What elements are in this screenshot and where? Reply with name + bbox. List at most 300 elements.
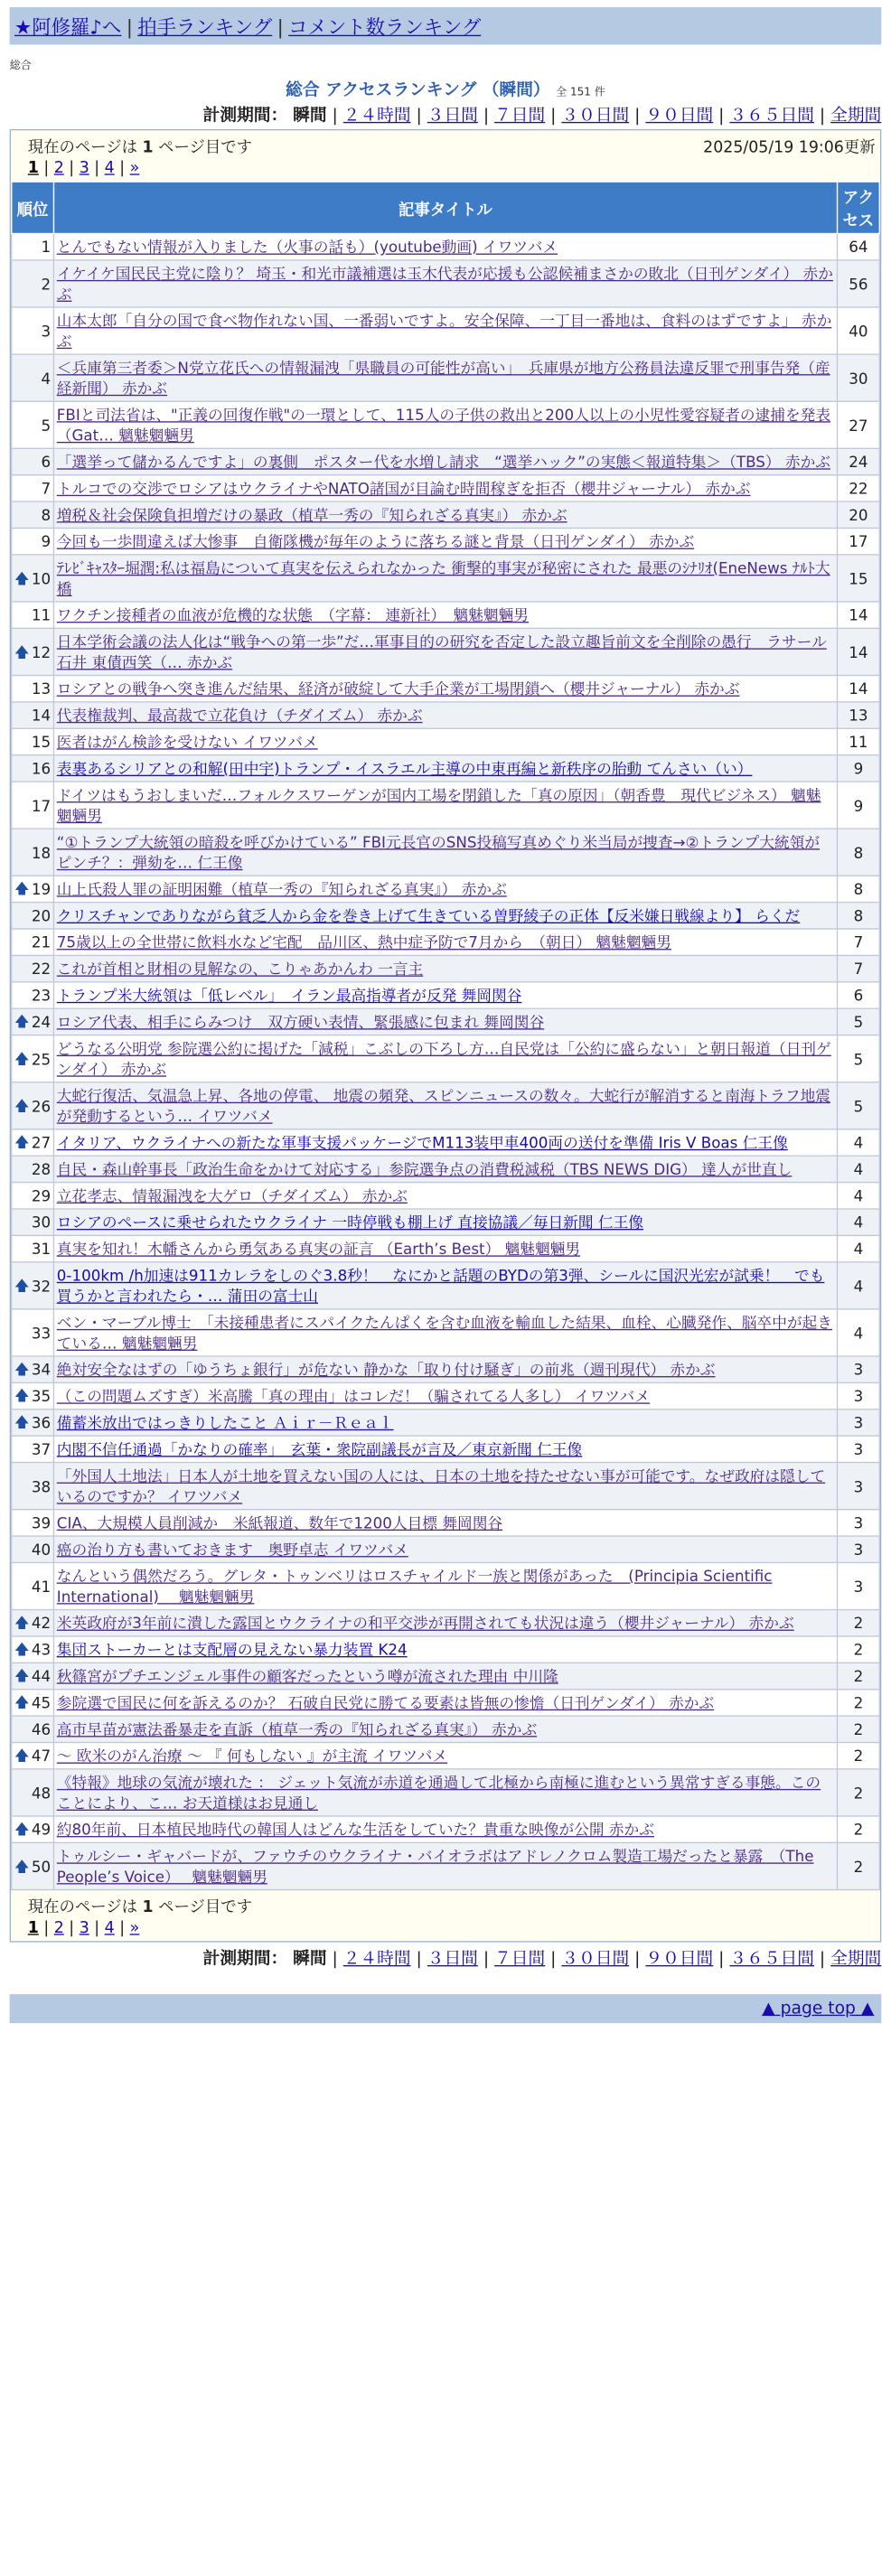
article-title-link[interactable]: 集団ストーカーとは支配層の見えない暴力装置 K24 (56, 1640, 408, 1659)
separator: | (63, 159, 80, 178)
article-title-link[interactable]: トルコでの交渉でロシアはウクライナやNATO諸国が目論む時間稼ぎを拒否（櫻井ジャーナル） 赤かぶ (56, 479, 751, 498)
title-cell (53, 1356, 837, 1382)
rank-cell (12, 955, 54, 981)
period-selector-bottom (0, 1946, 881, 1971)
access-count: 14 (838, 628, 880, 675)
article-title-link[interactable]: 米英政府が3年前に潰した露国とウクライナの和平交渉が再開されても状況は違う（櫻井ジャーナル） 赤かぶ (56, 1614, 794, 1633)
table-row (12, 1769, 880, 1816)
rank-up-arrow-icon: 🡅 (14, 1820, 30, 1838)
title-cell (53, 675, 837, 701)
title-cell (53, 1610, 837, 1636)
rank-number: 41 (31, 1577, 52, 1596)
title-cell (53, 1769, 837, 1816)
article-title-link[interactable]: ベン・マーブル博士 「未接種患者にスパイクたんぱくを含む血液を輸血した結果、血栓、心臓発作、脳卒中が起きている… 魑魅魍魎男 (56, 1313, 833, 1353)
table-row (12, 876, 880, 902)
table-row (12, 555, 880, 602)
access-count: 15 (838, 555, 880, 602)
access-count: 9 (838, 755, 880, 782)
rank-cell (12, 448, 54, 474)
table-row (12, 401, 880, 448)
rank-number: 11 (31, 605, 52, 624)
access-count: 5 (838, 1008, 880, 1035)
table-row (12, 234, 880, 260)
article-title-link[interactable]: 内閣不信任通過「かなりの確率」 玄葉・衆院副議長が言及／東京新聞 仁王像 (56, 1439, 583, 1458)
article-title-link[interactable]: ロシアのペースに乗せられたウクライナ 一時停戦も棚上げ 直接協議／毎日新聞 仁王像 (56, 1213, 643, 1232)
next-page-link[interactable]: » (129, 1919, 140, 1938)
table-row (12, 1008, 880, 1035)
col-access-header: アクセス (838, 182, 880, 233)
col-title-header: 記事タイトル (53, 182, 837, 233)
title-cell (53, 1082, 837, 1129)
home-link[interactable]: ★阿修羅♪へ (14, 15, 122, 39)
title-cell (53, 929, 837, 955)
rank-cell (12, 1663, 54, 1689)
page-info (11, 130, 880, 156)
rank-number: 12 (31, 642, 52, 661)
table-row (12, 1663, 880, 1689)
access-count: 2 (838, 1690, 880, 1716)
ranking-table (11, 181, 880, 1890)
period-link[interactable]: ３０日間 (561, 1949, 630, 1969)
rank-cell (12, 702, 54, 728)
article-title-link[interactable]: 今回も一歩間違えば大惨事 自衛隊機が毎年のように落ちる謎と背景（日刊ゲンダイ） 赤かぶ (56, 532, 695, 551)
table-row (12, 1209, 880, 1235)
current-page-text: 現在のページは 1 ページ目です (27, 138, 252, 157)
rank-number: 9 (41, 532, 52, 551)
table-row (12, 728, 880, 754)
access-count: 3 (838, 1463, 880, 1510)
article-title-link[interactable]: 代表権裁判、最高裁で立花負け（チダイズム） 赤かぶ (56, 706, 423, 725)
article-title-link[interactable]: 備蓄米放出ではっきりしたこと Ａｉｒ－Ｒｅａｌ (56, 1413, 394, 1432)
separator: | (114, 159, 130, 178)
article-title-link[interactable]: 癌の治り方も書いておきます 奥野卓志 イワツバメ (56, 1540, 408, 1559)
period-link[interactable]: ７日間 (494, 106, 546, 126)
rank-number: 32 (31, 1276, 52, 1295)
title-cell (53, 307, 837, 354)
page-link[interactable]: 4 (104, 1919, 115, 1938)
rank-number: 21 (31, 932, 52, 951)
table-row (12, 475, 880, 501)
article-title-link[interactable]: （この問題ムズすぎ）米高騰「真の理由」はコレだ！（騙されてる人多し） イワツバメ (56, 1387, 651, 1406)
article-title-link[interactable]: 高市早苗が憲法番暴走を直訴（植草一秀の『知られざる真実』） 赤かぶ (56, 1719, 538, 1738)
rank-number: 38 (31, 1476, 52, 1495)
table-row (12, 1356, 880, 1382)
rank-cell (12, 1769, 54, 1816)
access-count: 9 (838, 782, 880, 829)
title-cell (53, 602, 837, 628)
period-link[interactable]: ７日間 (494, 1949, 546, 1969)
comment-ranking-link[interactable]: コメント数ランキング (288, 15, 482, 39)
article-title-link[interactable]: ＜兵庫第三者委＞N党立花氏への情報漏洩「県職員の可能性が高い」 兵庫県が地方公務員法違反罪で刑事告発（産経新聞） 赤かぶ (56, 358, 830, 398)
access-count: 56 (838, 260, 880, 307)
article-title-link[interactable]: FBIと司法省は、"正義の回復作戦"の一環として、115人の子供の救出と200人以上の小児性愛容疑者の逮捕を発表（Gat… 魑魅魍魎男 (56, 405, 831, 445)
article-title-link[interactable]: 増税＆社会保険負担増だけの暴政（植草一秀の『知られざる真実』） 赤かぶ (56, 505, 567, 524)
article-title-link[interactable]: トランプ米大統領は「低レベル」 イラン最高指導者が反発 舞岡関谷 (56, 986, 522, 1005)
title-cell (53, 1842, 837, 1889)
rank-up-arrow-icon: 🡅 (14, 1387, 30, 1404)
rank-cell (12, 501, 54, 528)
access-count: 17 (838, 528, 880, 554)
access-count: 3 (838, 1410, 880, 1436)
article-title-link[interactable]: ﾃﾚﾋﾞｷｬｽﾀｰ堀潤:私は福島について真実を伝えられなかった 衝撃的事実が秘密にされた 最悪のｼﾅﾘｵ(EneNews ﾅﾙﾄ大橋 (56, 558, 830, 598)
period-current: 瞬間 (293, 1949, 327, 1969)
rank-cell (12, 1035, 54, 1082)
table-row (12, 1262, 880, 1309)
rank-number: 2 (41, 274, 52, 293)
article-title-link[interactable]: どうなる公明党 参院選公約に掲げた「減税」こぶしの下ろし方…自民党は「公約に盛らない」と朝日報道（日刊ゲンダイ） 赤かぶ (56, 1039, 831, 1079)
period-label: 計測期間： (202, 1949, 288, 1969)
rank-cell (12, 1262, 54, 1309)
period-link[interactable]: ３６５日間 (729, 1949, 814, 1969)
rank-cell (12, 1382, 54, 1409)
separator: | (813, 1949, 831, 1969)
separator: | (410, 106, 427, 126)
article-title-link[interactable]: なんという偶然だろう。グレタ・トゥンベリはロスチャイルド一族と関係があった (Principia Scientific International) 魑魅魍魎男 (56, 1567, 773, 1606)
table-row (12, 1410, 880, 1436)
access-count: 40 (838, 307, 880, 354)
rank-up-arrow-icon: 🡅 (14, 1413, 30, 1431)
table-row (12, 1510, 880, 1536)
table-row (12, 1610, 880, 1636)
period-link[interactable]: ３６５日間 (729, 106, 814, 126)
rank-cell (12, 1562, 54, 1609)
title-cell (53, 1663, 837, 1689)
rank-number: 46 (31, 1719, 52, 1738)
period-link[interactable]: ９０日間 (645, 1949, 714, 1969)
rank-cell (12, 1536, 54, 1562)
article-title-link[interactable]: 真実を知れ！木幡さんから勇気ある真実の証言 （Earth’s Best） 魑魅魍魎男 (56, 1240, 581, 1259)
rank-cell (12, 728, 54, 754)
updated-time: 2025/05/19 19:06更新 (703, 138, 876, 157)
separator: | (477, 106, 495, 126)
rank-cell (12, 1510, 54, 1536)
title-cell (53, 448, 837, 474)
article-title-link[interactable]: 日本学術会議の法人化は“戦争への第一歩”だ…軍事目的の研究を否定した設立趣旨前文を全削除の愚行 ラサール石井 東債西笑（… 赤かぶ (56, 632, 827, 671)
rank-number: 19 (31, 879, 52, 898)
table-row (12, 955, 880, 981)
rank-cell (12, 354, 54, 401)
article-title-link[interactable]: ～ 欧米のがん治療 ～ 『 何もしない 』が主流 イワツバメ (56, 1747, 448, 1766)
table-row (12, 982, 880, 1008)
rank-up-arrow-icon: 🡅 (14, 1012, 30, 1030)
title-cell (53, 1510, 837, 1536)
table-row (12, 1536, 880, 1562)
rank-cell (12, 1356, 54, 1382)
rank-number: 25 (31, 1049, 52, 1068)
table-row (12, 260, 880, 307)
article-title-link[interactable]: 75歳以上の全世帯に飲料水など宅配 品川区、熱中症予防で7月から （朝日） 魑魅魍魎男 (56, 932, 671, 951)
rank-up-arrow-icon: 🡅 (14, 1133, 30, 1151)
table-row (12, 1235, 880, 1261)
title-cell (53, 702, 837, 728)
article-title-link[interactable]: とんでもない情報が入りました（火事の話も）(youtube動画) イワツバメ (56, 238, 558, 257)
separator: | (545, 106, 562, 126)
article-title-link[interactable]: “①トランプ大統領の暗殺を呼びかけている” FBI元長官のSNS投稿写真めぐり米当局が捜査→②トランプ大統領がピンチ？：弾劾を… 仁王像 (56, 832, 821, 872)
rank-number: 43 (31, 1640, 52, 1659)
rank-up-arrow-icon: 🡅 (14, 1747, 30, 1764)
rank-cell (12, 1690, 54, 1716)
next-page-link[interactable]: » (129, 159, 140, 178)
article-title-link[interactable]: 自民・森山幹事長「政治生命をかけて対応する」参院選争点の消費税減税（TBS NEWS DIG） 達人が世直し (56, 1159, 793, 1178)
table-row (12, 1183, 880, 1209)
table-row (12, 448, 880, 474)
access-count: 3 (838, 1536, 880, 1562)
separator: | (410, 1949, 427, 1969)
page-link[interactable]: 3 (79, 159, 89, 178)
table-row (12, 1562, 880, 1609)
rank-number: 7 (41, 479, 52, 498)
table-row (12, 782, 880, 829)
access-count: 4 (838, 1156, 880, 1182)
period-link[interactable]: ３日間 (427, 106, 478, 126)
access-count: 14 (838, 602, 880, 628)
separator: | (277, 15, 284, 39)
access-count: 2 (838, 1842, 880, 1889)
period-selector-top (0, 103, 881, 127)
rank-cell (12, 876, 54, 902)
rank-up-arrow-icon: 🡅 (14, 1614, 30, 1631)
access-count: 5 (838, 1082, 880, 1129)
page-link[interactable]: 3 (79, 1919, 89, 1938)
page-top-link[interactable]: ▲ page top ▲ (762, 1999, 875, 2019)
table-row (12, 354, 880, 401)
title-cell (53, 1156, 837, 1182)
access-count: 2 (838, 1610, 880, 1636)
separator: | (713, 1949, 730, 1969)
rank-up-arrow-icon: 🡅 (14, 879, 30, 897)
period-link[interactable]: ９０日間 (645, 106, 714, 126)
current-page-text-bottom: 現在のページは 1 ページ目です (27, 1898, 252, 1917)
page-link[interactable]: 2 (53, 159, 64, 178)
table-row (12, 755, 880, 782)
rank-cell (12, 260, 54, 307)
access-count: 3 (838, 1382, 880, 1409)
table-row (12, 675, 880, 701)
access-count: 2 (838, 1663, 880, 1689)
rank-number: 23 (31, 986, 52, 1005)
category-tag: 総合 (9, 60, 32, 73)
table-row (12, 1842, 880, 1889)
separator: | (332, 106, 343, 126)
title-cell (53, 1436, 837, 1462)
separator: | (813, 106, 831, 126)
title-cell (53, 728, 837, 754)
article-title-link[interactable]: これが首相と財相の見解なの、こりゃあかんわ 一言主 (56, 960, 424, 979)
page-link[interactable]: 4 (104, 159, 115, 178)
rank-cell (12, 234, 54, 260)
rank-up-arrow-icon: 🡅 (14, 568, 30, 586)
ranking-rows (12, 234, 880, 1890)
article-title-link[interactable]: 0-100km /h加速は911カレラをしのぐ3.8秒！ なにかと話題のBYDの第3弾、シールに国沢光宏が試乗！ でも買うかと言われたら・… 蒲田の富士山 (56, 1266, 825, 1306)
rank-cell (12, 755, 54, 782)
rank-number: 45 (31, 1693, 52, 1712)
article-title-link[interactable]: クリスチャンでありながら貧乏人から金を巻き上げて生きている曽野綾子の正体【反米嫌日戦線より】 らくだ (56, 906, 801, 925)
rank-up-arrow-icon: 🡅 (14, 1693, 30, 1711)
access-count: 2 (838, 1716, 880, 1742)
col-rank-header: 順位 (12, 182, 54, 233)
table-row (12, 602, 880, 628)
rank-up-arrow-icon: 🡅 (14, 1049, 30, 1067)
access-count: 20 (838, 501, 880, 528)
period-label: 計測期間： (202, 106, 288, 126)
rank-cell (12, 929, 54, 955)
article-title-link[interactable]: 大蛇行復活、気温急上昇、各地の停電、 地震の頻発、スピンニュースの数々。大蛇行が解消すると南海トラフ地震が発動するという… イワツバメ (56, 1086, 830, 1126)
access-count: 2 (838, 1816, 880, 1842)
access-count: 2 (838, 1636, 880, 1663)
table-row (12, 1436, 880, 1462)
period-links (333, 107, 882, 126)
rank-cell (12, 1410, 54, 1436)
title-cell (53, 1309, 837, 1356)
access-count: 22 (838, 475, 880, 501)
table-row (12, 903, 880, 929)
title-cell (53, 528, 837, 554)
table-row (12, 1463, 880, 1510)
article-title-link[interactable]: ワクチン接種者の血液が危機的な状態 （字幕： 連新社） 魑魅魍魎男 (56, 605, 529, 624)
rank-number: 1 (41, 238, 52, 257)
access-count: 4 (838, 1309, 880, 1356)
rank-cell (12, 1183, 54, 1209)
title-cell (53, 1382, 837, 1409)
title-cell (53, 755, 837, 782)
rank-number: 24 (31, 1012, 52, 1031)
rank-cell (12, 903, 54, 929)
table-row (12, 1816, 880, 1842)
rank-cell (12, 1716, 54, 1742)
access-count: 2 (838, 1769, 880, 1816)
article-title-link[interactable]: 山上氏殺人罪の証明困難（植草一秀の『知られざる真実』） 赤かぶ (56, 879, 507, 898)
rank-number: 5 (41, 416, 52, 435)
table-row (12, 929, 880, 955)
page-link[interactable]: 2 (53, 1919, 64, 1938)
rank-cell (12, 982, 54, 1008)
article-title-link[interactable]: トゥルシー・ギャバードが、ファウチのウクライナ・バイオラボはアドレノクロム製造工場だったと暴露 （The People’s Voice） 魑魅魍魎男 (56, 1847, 814, 1886)
article-title-link[interactable]: イタリア、ウクライナへの新たな軍事支援パッケージでM113装甲車400両の送付を準備 Iris V Boas 仁王像 (56, 1133, 788, 1152)
article-title-link[interactable]: 絶対安全なはずの「ゆうちょ銀行」が危ない 静かな「取り付け騒ぎ」の前兆（週刊現代） 赤かぶ (56, 1360, 716, 1379)
article-title-link[interactable]: ロシア代表、相手にらみつけ 双方硬い表情、緊張感に包まれ 舞岡関谷 (56, 1012, 545, 1031)
article-title-link[interactable]: 「選挙って儲かるんですよ」の裏側 ポスター代を水増し請求 “選挙ハック”の実態＜報道特集＞（TBS） 赤かぶ (56, 452, 830, 472)
title-cell (53, 1035, 837, 1082)
rank-cell (12, 555, 54, 602)
article-title-link[interactable]: CIA、大規模人員削減か 米紙報道、数年で1200人目標 舞岡関谷 (56, 1513, 503, 1532)
article-title-link[interactable]: 山本太郎「自分の国で食べ物作れない国、一番弱いですよ。安全保障、一丁目一番地は、食料のはずですよ」 赤かぶ (56, 311, 832, 351)
rank-cell (12, 401, 54, 448)
table-row (12, 1382, 880, 1409)
article-title-link[interactable]: 表裏あるシリアとの和解(田中宇)トランプ・イスラエル主導の中東再編と新秩序の胎動 てんさい（い） (56, 759, 753, 778)
rank-cell (12, 1156, 54, 1182)
rank-number: 37 (31, 1439, 52, 1458)
separator: | (332, 1949, 343, 1969)
period-link[interactable]: ２４時間 (342, 106, 411, 126)
page-link[interactable]: 1 (27, 159, 39, 178)
rank-cell (12, 1008, 54, 1035)
table-row (12, 307, 880, 354)
access-count: 3 (838, 1562, 880, 1609)
article-title-link[interactable]: ロシアとの戦争へ突き進んだ結果、経済が破綻して大手企業が工場閉鎖へ（櫻井ジャーナル） 赤かぶ (56, 679, 740, 698)
title-cell (53, 955, 837, 981)
separator: | (545, 1949, 562, 1969)
pager-top (11, 157, 880, 182)
table-row (12, 1690, 880, 1716)
article-title-link[interactable]: イケイケ国民民主党に陰り？ 埼玉・和光市議補選は玉木代表が応援も公認候補まさかの敗北（日刊ゲンダイ） 赤かぶ (56, 264, 833, 304)
rank-number: 50 (31, 1857, 52, 1876)
access-count: 8 (838, 876, 880, 902)
title-cell (53, 260, 837, 307)
rank-number: 17 (31, 796, 52, 815)
access-count: 3 (838, 1436, 880, 1462)
article-title-link[interactable]: 「外国人土地法」日本人が土地を買えない国の人には、日本の土地を持たせない事が可能です。なぜ政府は隠しているのですか？ イワツバメ (56, 1466, 826, 1505)
rank-cell (12, 1082, 54, 1129)
title-cell (53, 782, 837, 829)
article-title-link[interactable]: ドイツはもうおしまいだ…フォルクスワーゲンが国内工場を閉鎖した「真の原因」（朝香豊 現代ビジネス） 魑魅魍魎男 (56, 785, 821, 825)
separator: | (38, 1919, 54, 1938)
rank-number: 33 (31, 1323, 52, 1342)
table-row (12, 1082, 880, 1129)
title-cell (53, 501, 837, 528)
access-count: 64 (838, 234, 880, 260)
period-link[interactable]: ２４時間 (342, 1949, 411, 1969)
rank-up-arrow-icon: 🡅 (14, 1667, 30, 1684)
period-link[interactable]: ３０日間 (561, 106, 630, 126)
table-row (12, 1743, 880, 1769)
access-count: 2 (838, 1743, 880, 1769)
rank-up-arrow-icon: 🡅 (14, 642, 30, 660)
article-title-link[interactable]: 《特報》地球の気流が壊れた ： ジェット気流が赤道を通過して北極から南極に進むという異常すぎる事態。このことにより、こ… お天道様はお見通し (56, 1773, 821, 1813)
access-count: 4 (838, 1235, 880, 1261)
article-title-link[interactable]: 立花孝志、情報漏洩を大ゲロ（チダイズム） 赤かぶ (56, 1186, 408, 1205)
period-link[interactable]: 全期間 (830, 1949, 882, 1969)
access-count: 4 (838, 1209, 880, 1235)
page-link[interactable]: 1 (27, 1919, 39, 1938)
rank-number: 47 (31, 1747, 52, 1766)
separator: | (89, 1919, 105, 1938)
rank-number: 36 (31, 1413, 52, 1432)
article-title-link[interactable]: 約80年前、日本植民地時代の韓国人はどんな生活をしていた？貴重な映像が公開 赤かぶ (56, 1820, 654, 1839)
rank-number: 18 (31, 843, 52, 862)
footer-bar (10, 1994, 882, 2023)
title-cell (53, 1562, 837, 1609)
article-title-link[interactable]: 医者はがん検診を受けない イワツバメ (56, 732, 318, 751)
clap-ranking-link[interactable]: 拍手ランキング (137, 15, 273, 39)
separator: | (114, 1919, 130, 1938)
rank-number: 44 (31, 1667, 52, 1686)
access-count: 8 (838, 903, 880, 929)
article-title-link[interactable]: 参院選で国民に何を訴えるのか？ 石破自民党に勝てる要素は皆無の惨憺（日刊ゲンダイ） 赤かぶ (56, 1693, 715, 1712)
title-cell (53, 475, 837, 501)
rank-cell (12, 1436, 54, 1462)
period-link[interactable]: 全期間 (830, 106, 882, 126)
title-cell (53, 401, 837, 448)
article-title-link[interactable]: 秋篠宮がプチエンジェル事件の顧客だったという噂が流された理由 中川隆 (56, 1667, 558, 1686)
table-row (12, 1309, 880, 1356)
rank-number: 34 (31, 1360, 52, 1379)
rank-cell (12, 782, 54, 829)
separator: | (629, 1949, 646, 1969)
title-cell (53, 1410, 837, 1436)
period-link[interactable]: ３日間 (427, 1949, 478, 1969)
rank-number: 49 (31, 1820, 52, 1839)
separator: | (477, 1949, 495, 1969)
rank-number: 13 (31, 679, 52, 698)
table-row (12, 1129, 880, 1156)
rank-number: 42 (31, 1614, 52, 1633)
separator: | (126, 15, 133, 39)
rank-cell (12, 475, 54, 501)
access-count: 4 (838, 1262, 880, 1309)
rank-number: 35 (31, 1387, 52, 1406)
table-row (12, 628, 880, 675)
title-cell (53, 1262, 837, 1309)
